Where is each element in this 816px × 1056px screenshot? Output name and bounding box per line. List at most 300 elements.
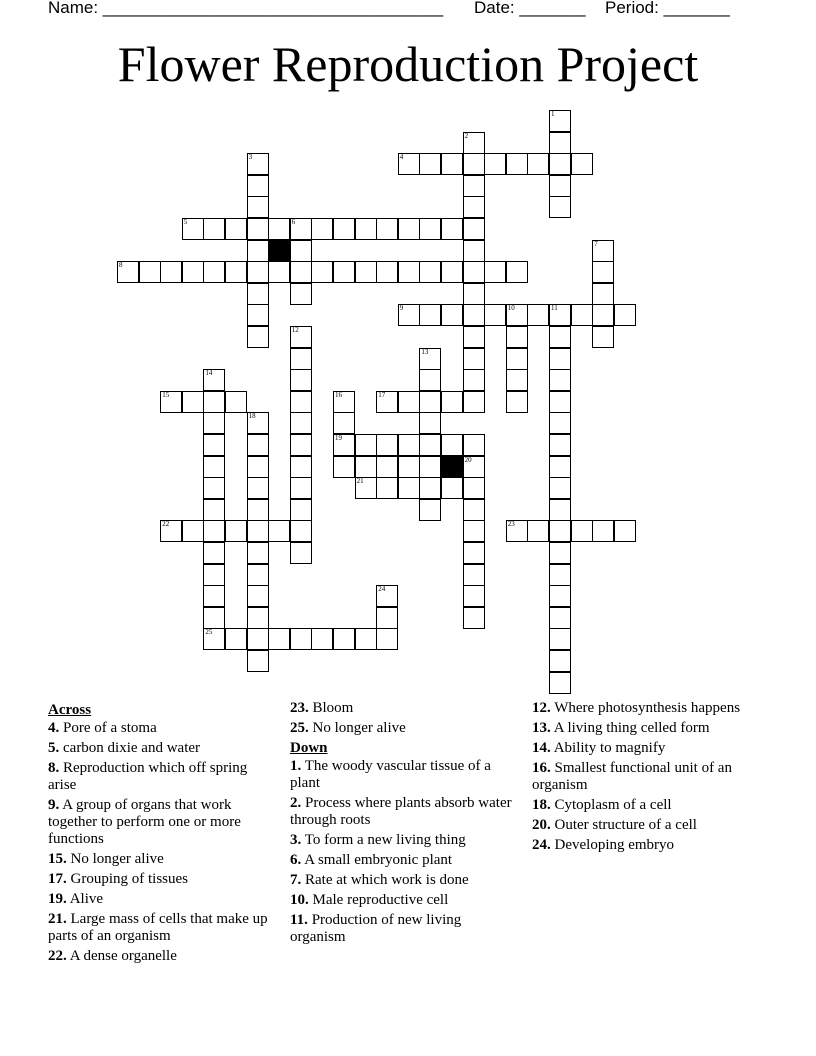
clue-item [532,700,762,717]
crossword-cell[interactable] [376,628,398,650]
crossword-cell[interactable] [592,304,614,326]
cell-number: 8 [119,261,123,270]
crossword-cell[interactable] [247,628,269,650]
crossword-cell[interactable] [139,261,161,283]
clue-item [290,700,515,717]
clue-item [48,720,278,737]
crossword-cell[interactable] [203,564,225,586]
clue-text: Production of new living organism [290,912,462,945]
crossword-cell[interactable] [117,261,139,283]
crossword-cell[interactable] [419,304,441,326]
crossword-cell[interactable] [398,456,420,478]
clue-text: A small embryonic plant [304,852,453,868]
crossword-cell[interactable] [463,434,485,456]
clue-text: Male reproductive cell [312,892,449,908]
crossword-cell[interactable] [247,326,269,348]
date-field[interactable]: Date: _______ [474,0,586,17]
crossword-cell[interactable] [376,585,398,607]
crossword-cell[interactable] [376,607,398,629]
crossword-cell[interactable] [290,477,312,499]
crossword-cell[interactable] [333,456,355,478]
crossword-cell[interactable] [419,477,441,499]
crossword-cell[interactable] [484,153,506,175]
crossword-cell[interactable] [463,304,485,326]
crossword-cell[interactable] [268,218,290,240]
clue-number: 15. [48,851,67,867]
crossword-cell[interactable] [311,218,333,240]
crossword-cell[interactable] [549,153,571,175]
crossword-cell[interactable] [182,261,204,283]
clue-item [48,740,278,757]
crossword-cell[interactable] [506,326,528,348]
crossword-cell[interactable] [203,218,225,240]
crossword-cell[interactable] [463,218,485,240]
crossword-cell[interactable] [549,520,571,542]
crossword-cell[interactable] [333,412,355,434]
crossword-cell[interactable] [549,456,571,478]
crossword-cell[interactable] [247,434,269,456]
clue-text: Large mass of cells that make up parts of an organism [48,911,268,944]
clue-text: Pore of a stoma [63,720,157,736]
clue-text: Alive [69,891,104,907]
cell-number: 11 [551,304,558,313]
crossword-cell[interactable] [419,261,441,283]
cell-number: 7 [594,239,598,248]
crossword-cell[interactable] [203,542,225,564]
crossword-cell[interactable] [203,391,225,413]
crossword-black-cell [441,456,463,478]
crossword-cell[interactable] [506,369,528,391]
clue-text: Bloom [312,700,354,716]
crossword-cell[interactable] [506,153,528,175]
crossword-cell[interactable] [160,391,182,413]
crossword-cell[interactable] [290,348,312,370]
clue-item [532,720,762,737]
crossword-cell[interactable] [549,304,571,326]
crossword-cell[interactable] [247,304,269,326]
crossword-cell[interactable] [441,153,463,175]
crossword-cell[interactable] [463,520,485,542]
clue-text: Rate at which work is done [305,872,469,888]
clue-text: carbon dixie and water [63,740,201,756]
page-title: Flower Reproduction Project [117,36,699,92]
crossword-cell[interactable] [463,283,485,305]
clue-item [290,795,515,829]
cell-number: 2 [464,131,469,140]
clue-item [532,760,762,794]
crossword-cell[interactable] [290,628,312,650]
crossword-cell[interactable] [247,218,269,240]
clue-text: Where photosynthesis happens [554,700,741,716]
crossword-cell[interactable] [549,564,571,586]
crossword-cell[interactable] [527,520,549,542]
crossword-cell[interactable] [484,304,506,326]
crossword-cell[interactable] [463,153,485,175]
crossword-cell[interactable] [592,261,614,283]
crossword-cell[interactable] [182,218,204,240]
crossword-cell[interactable] [160,261,182,283]
cell-number: 21 [356,477,364,486]
crossword-cell[interactable] [203,477,225,499]
crossword-cell[interactable] [290,218,312,240]
cell-number: 10 [507,304,515,313]
crossword-cell[interactable] [203,434,225,456]
cell-number: 1 [551,110,555,118]
crossword-cell[interactable] [419,391,441,413]
crossword-cell[interactable] [225,261,247,283]
crossword-cell[interactable] [463,175,485,197]
clue-text: Reproduction which off spring arise [48,760,248,793]
crossword-cell[interactable] [203,456,225,478]
clue-number: 19. [48,891,67,907]
crossword-cell[interactable] [290,391,312,413]
cell-number: 4 [399,153,404,162]
crossword-cell[interactable] [290,542,312,564]
crossword-cell[interactable] [419,218,441,240]
clue-item [290,852,515,869]
crossword-cell[interactable] [355,477,377,499]
cell-number: 3 [248,153,253,162]
crossword-cell[interactable] [247,456,269,478]
clue-number: 21. [48,911,67,927]
crossword-cell[interactable] [592,326,614,348]
crossword-cell[interactable] [549,175,571,197]
clue-number: 6. [290,852,302,868]
crossword-cell[interactable] [203,261,225,283]
crossword-cell[interactable] [571,153,593,175]
cell-number: 6 [291,218,296,226]
crossword-cell[interactable] [247,240,269,262]
crossword-cell[interactable] [506,348,528,370]
crossword-cell[interactable] [247,283,269,305]
crossword-cell[interactable] [549,499,571,521]
crossword-cell[interactable] [203,412,225,434]
clue-number: 11. [290,912,308,928]
crossword-cell[interactable] [290,456,312,478]
crossword-cell[interactable] [527,304,549,326]
clue-number: 14. [532,740,551,756]
clue-text: Developing embryo [554,837,675,853]
crossword-cell[interactable] [247,542,269,564]
clue-text: Grouping of tissues [70,871,188,887]
crossword-cell[interactable] [355,434,377,456]
clue-text: The woody vascular tissue of a plant [290,758,491,791]
crossword-cell[interactable] [463,477,485,499]
clue-number: 23. [290,700,309,716]
clue-text: No longer alive [70,851,164,867]
clue-item [290,758,515,792]
crossword-cell[interactable] [549,607,571,629]
crossword-cell[interactable] [376,218,398,240]
crossword-cell[interactable] [225,391,247,413]
crossword-cell[interactable] [203,628,225,650]
clues-down-column-2 [532,700,762,857]
crossword-cell[interactable] [290,283,312,305]
crossword-cell[interactable] [398,434,420,456]
clue-item [48,948,278,965]
clue-item [48,911,278,945]
clue-number: 20. [532,817,551,833]
crossword-cell[interactable] [592,520,614,542]
cell-number: 17 [378,390,386,399]
crossword-cell[interactable] [463,585,485,607]
clue-number: 24. [532,837,551,853]
clue-item [290,912,515,946]
crossword-cell[interactable] [419,434,441,456]
crossword-cell[interactable] [355,218,377,240]
cell-number: 12 [291,326,299,334]
clues-middle-column [290,700,515,949]
name-field[interactable]: Name: ____________________________________ [48,0,444,17]
crossword-cell[interactable] [268,520,290,542]
crossword-cell[interactable] [549,585,571,607]
crossword-cell[interactable] [441,261,463,283]
crossword-cell[interactable] [527,153,549,175]
crossword-cell[interactable] [333,261,355,283]
cell-number: 15 [162,390,170,399]
crossword-cell[interactable] [549,672,571,694]
crossword-cell[interactable] [592,283,614,305]
crossword-cell[interactable] [355,456,377,478]
crossword-cell[interactable] [290,499,312,521]
crossword-cell[interactable] [203,607,225,629]
cell-number: 14 [205,369,213,378]
crossword-cell[interactable] [225,628,247,650]
crossword-cell[interactable] [419,412,441,434]
clue-item [290,832,515,849]
clue-number: 16. [532,760,551,776]
clue-item [532,817,762,834]
crossword-cell[interactable] [398,153,420,175]
crossword-cell[interactable] [182,391,204,413]
crossword-cell[interactable] [290,240,312,262]
crossword-cell[interactable] [549,348,571,370]
crossword-cell[interactable] [355,628,377,650]
crossword-cell[interactable] [333,218,355,240]
crossword-cell[interactable] [247,564,269,586]
crossword-cell[interactable] [203,585,225,607]
crossword-cell[interactable] [549,412,571,434]
crossword-cell[interactable] [441,391,463,413]
crossword-cell[interactable] [549,132,571,154]
cell-number: 20 [464,455,472,464]
crossword-cell[interactable] [290,412,312,434]
crossword-cell[interactable] [333,434,355,456]
cell-number: 22 [162,520,170,529]
crossword-cell[interactable] [463,456,485,478]
clue-item [290,892,515,909]
crossword-cell[interactable] [376,261,398,283]
cell-number: 24 [378,585,386,594]
crossword-cell[interactable] [268,628,290,650]
crossword-cell[interactable] [247,585,269,607]
cell-number: 9 [399,304,404,313]
crossword-cell[interactable] [441,304,463,326]
crossword-cell[interactable] [355,261,377,283]
cell-number: 16 [335,390,342,399]
crossword-cell[interactable] [247,261,269,283]
crossword-black-cell [268,240,290,262]
crossword-cell[interactable] [549,628,571,650]
clue-number: 17. [48,871,67,887]
crossword-cell[interactable] [247,607,269,629]
clues-across-column [48,700,278,968]
clue-number: 5. [48,740,60,756]
crossword-cell[interactable] [290,434,312,456]
crossword-cell[interactable] [549,391,571,413]
clue-text: Cytoplasm of a cell [554,797,672,813]
clue-text: No longer alive [312,720,406,736]
clue-text: A living thing celled form [553,720,710,736]
crossword-cell[interactable] [592,240,614,262]
clue-text: To form a new living thing [304,832,466,848]
cell-number: 25 [205,628,213,637]
clue-item [532,797,762,814]
clue-item [532,740,762,757]
crossword-cell[interactable] [419,499,441,521]
crossword-cell[interactable] [160,520,182,542]
clue-text: A group of organs that work together to perform one or more functions [48,797,241,847]
crossword-cell[interactable] [549,477,571,499]
clue-number: 2. [290,795,302,811]
crossword-cell[interactable] [463,499,485,521]
cell-number: 13 [421,347,429,356]
crossword-cell[interactable] [549,369,571,391]
crossword-cell[interactable] [247,175,269,197]
clue-item [532,837,762,854]
crossword-cell[interactable] [463,369,485,391]
clue-number: 18. [532,797,551,813]
crossword-cell[interactable] [549,650,571,672]
crossword-cell[interactable] [182,520,204,542]
crossword-cell[interactable] [311,261,333,283]
crossword-cell[interactable] [463,326,485,348]
clue-item [48,891,278,908]
clue-number: 7. [290,872,302,888]
crossword-cell[interactable] [463,132,485,154]
crossword-cell[interactable] [203,369,225,391]
clue-number: 1. [290,758,302,774]
clue-item [48,797,278,848]
crossword-cell[interactable] [463,542,485,564]
crossword-cell[interactable] [398,218,420,240]
clue-item [48,851,278,868]
clue-number: 13. [532,720,551,736]
crossword-cell[interactable] [614,304,636,326]
crossword-cell[interactable] [571,304,593,326]
crossword-cell[interactable] [247,650,269,672]
crossword-cell[interactable] [463,240,485,262]
crossword-cell[interactable] [247,412,269,434]
crossword-cell[interactable] [290,326,312,348]
crossword-cell[interactable] [419,369,441,391]
crossword-cell[interactable] [463,196,485,218]
clue-number: 25. [290,720,309,736]
crossword-cell[interactable] [571,520,593,542]
crossword-cell[interactable] [398,261,420,283]
clue-item [290,872,515,889]
crossword-cell[interactable] [419,153,441,175]
crossword-cell[interactable] [247,499,269,521]
clue-text: Ability to magnify [553,740,666,756]
clue-number: 4. [48,720,60,736]
crossword-cell[interactable] [419,348,441,370]
crossword-cell[interactable] [441,218,463,240]
crossword-cell[interactable] [290,369,312,391]
crossword-cell[interactable] [225,520,247,542]
crossword-cell[interactable] [484,261,506,283]
crossword-cell[interactable] [376,391,398,413]
period-field[interactable]: Period: _______ [605,0,730,17]
crossword-cell[interactable] [290,261,312,283]
crossword-cell[interactable] [506,304,528,326]
crossword-cell[interactable] [398,477,420,499]
crossword-cell[interactable] [376,456,398,478]
crossword-cell[interactable] [506,261,528,283]
crossword-cell[interactable] [247,477,269,499]
crossword-cell[interactable] [203,520,225,542]
crossword-cell[interactable] [268,261,290,283]
down-heading: Down [290,740,328,756]
crossword-cell[interactable] [247,196,269,218]
cell-number: 23 [507,520,515,529]
clue-number: 9. [48,797,60,813]
crossword-cell[interactable] [333,628,355,650]
crossword-cell[interactable] [506,520,528,542]
crossword-cell[interactable] [549,110,571,132]
clue-number: 3. [290,832,302,848]
cell-number: 18 [248,412,256,421]
crossword-cell[interactable] [376,477,398,499]
crossword-cell[interactable] [398,304,420,326]
crossword-cell[interactable] [549,434,571,456]
crossword-cell[interactable] [376,434,398,456]
crossword-cell[interactable] [333,391,355,413]
crossword-cell[interactable] [311,628,333,650]
crossword-cell[interactable] [398,391,420,413]
clue-text: Smallest functional unit of an organism [532,760,732,793]
crossword-cell[interactable] [463,607,485,629]
across-heading: Across [48,702,92,718]
crossword-cell[interactable] [441,434,463,456]
crossword-cell[interactable] [463,261,485,283]
crossword-cell[interactable] [290,520,312,542]
clue-text: A dense organelle [69,948,177,964]
clue-text: Outer structure of a cell [554,817,697,833]
crossword-cell[interactable] [549,326,571,348]
crossword-cell[interactable] [549,196,571,218]
clue-item [48,760,278,794]
crossword-cell[interactable] [506,391,528,413]
crossword-cell[interactable] [203,499,225,521]
clue-number: 12. [532,700,551,716]
clue-text: Process where plants absorb water through roots [290,795,512,828]
crossword-cell[interactable] [247,520,269,542]
crossword-cell[interactable] [419,456,441,478]
clue-item [48,871,278,888]
crossword-cell[interactable] [549,542,571,564]
crossword-cell[interactable] [247,153,269,175]
crossword-cell[interactable] [463,348,485,370]
cell-number: 19 [335,434,342,442]
crossword-cell[interactable] [614,520,636,542]
crossword-cell[interactable] [463,391,485,413]
crossword-cell[interactable] [225,218,247,240]
crossword-cell[interactable] [441,477,463,499]
crossword-cell[interactable] [463,564,485,586]
clue-number: 10. [290,892,309,908]
clue-number: 22. [48,948,67,964]
